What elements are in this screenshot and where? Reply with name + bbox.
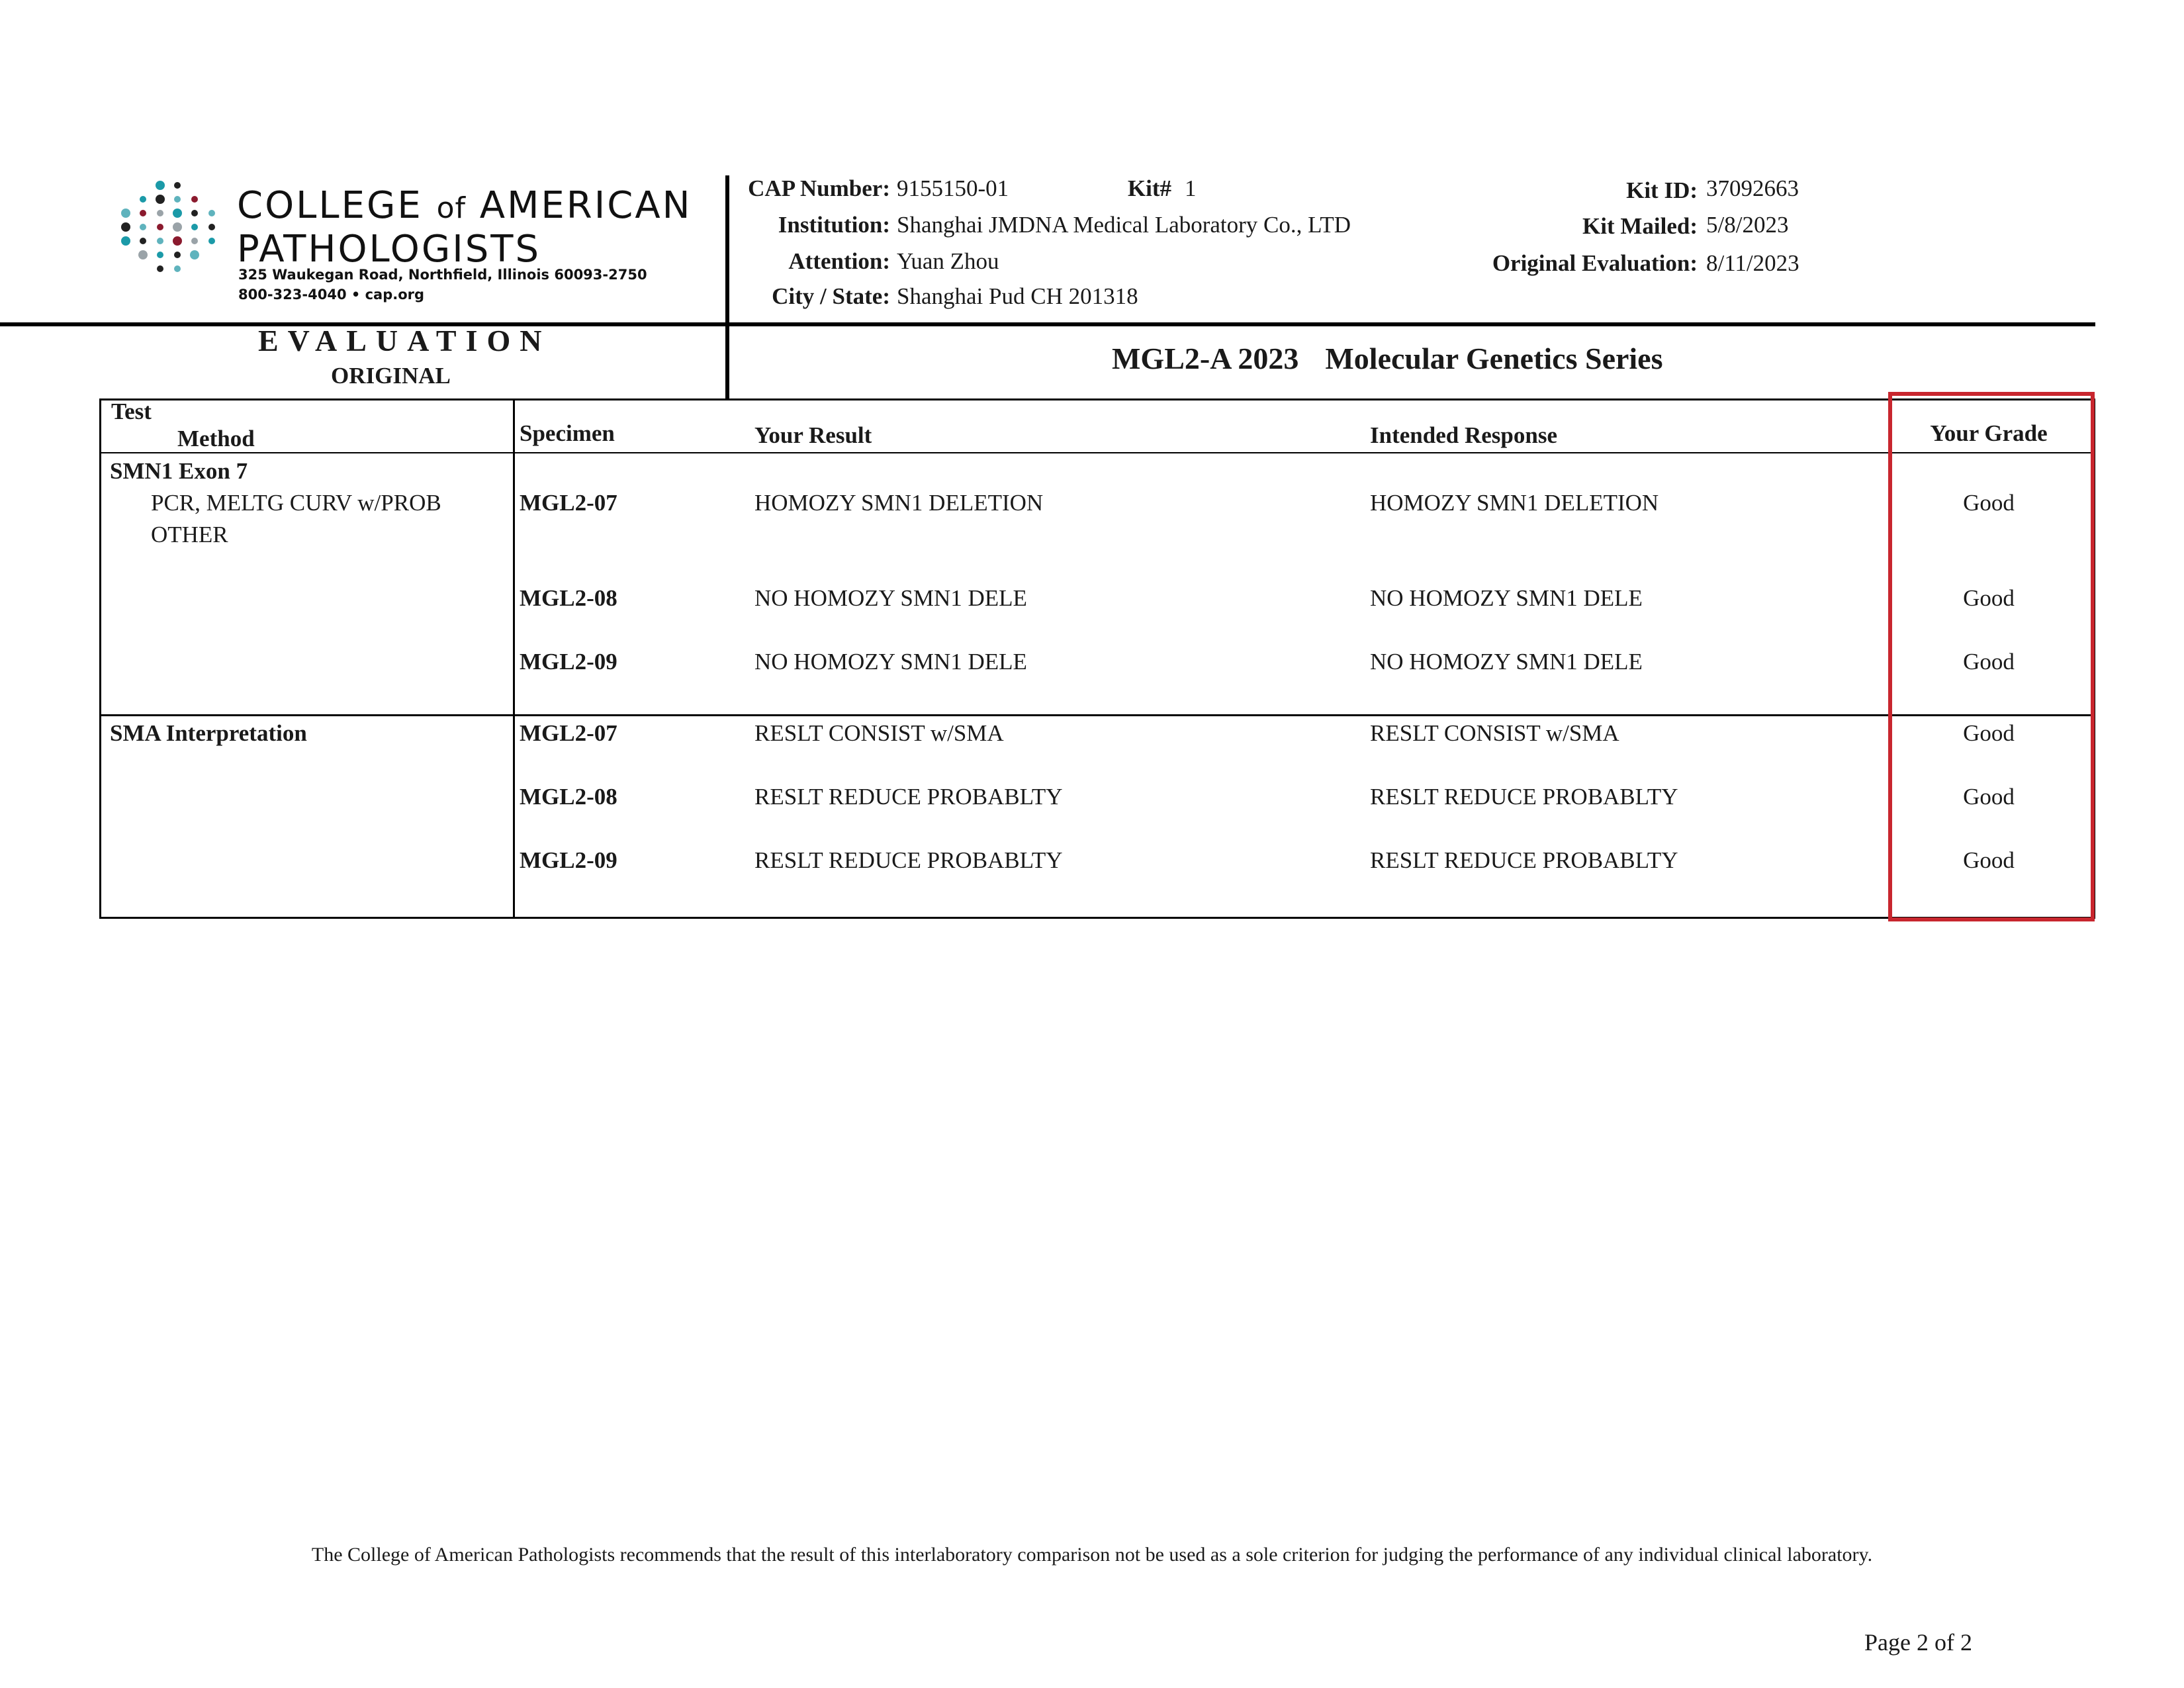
- logo-dot: [191, 210, 198, 216]
- logo-dot: [191, 224, 198, 230]
- table-row-result: NO HOMOZY SMN1 DELE: [754, 649, 1027, 675]
- header-intended-response: Intended Response: [1370, 422, 1557, 448]
- city-state-label: City / State:: [772, 283, 890, 309]
- evaluation-title: EVALUATION: [258, 324, 551, 357]
- logo-dot: [157, 224, 163, 230]
- logo-dot: [174, 182, 181, 189]
- logo-dot: [208, 238, 215, 244]
- logo-dot: [208, 224, 215, 230]
- page-number: Page 2 of 2: [1864, 1629, 1972, 1656]
- logo-dot: [156, 195, 165, 204]
- institution-label: Institution:: [778, 212, 890, 238]
- header-your-result: Your Result: [754, 422, 872, 448]
- series-name: Molecular Genetics Series: [1325, 342, 1663, 375]
- logo-dot: [157, 265, 163, 272]
- table-row-specimen: MGL2-07: [520, 490, 617, 516]
- table-row-grade: Good: [1963, 585, 2015, 611]
- table-row-intended: HOMOZY SMN1 DELETION: [1370, 490, 1659, 516]
- logo-dot: [174, 265, 181, 272]
- logo-dot: [173, 222, 182, 232]
- group1-method-line1: PCR, MELTG CURV w/PROB: [151, 490, 441, 516]
- group1-test-name: SMN1 Exon 7: [110, 458, 248, 484]
- cap-number-label: CAP Number:: [748, 175, 890, 201]
- table-row-intended: RESLT REDUCE PROBABLTY: [1370, 784, 1678, 810]
- logo-dot: [208, 210, 215, 216]
- logo-dot: [174, 196, 181, 203]
- group2-test-name: SMA Interpretation: [110, 720, 307, 746]
- disclaimer-note: The College of American Pathologists recommends that the result of this interlaboratory comparison not be used as a sole criterion for judging the performance of any individual clinical laboratory.: [311, 1544, 1873, 1566]
- table-row-intended: NO HOMOZY SMN1 DELE: [1370, 585, 1643, 611]
- city-state-value: Shanghai Pud CH 201318: [897, 283, 1138, 309]
- table-row-intended: NO HOMOZY SMN1 DELE: [1370, 649, 1643, 675]
- cap-logo-icon: [116, 177, 222, 277]
- kit-number-value: 1: [1185, 175, 1197, 201]
- table-row-result: NO HOMOZY SMN1 DELE: [754, 585, 1027, 611]
- logo-dot: [173, 236, 182, 246]
- org-name: COLLEGE of AMERICAN PATHOLOGISTS: [237, 184, 692, 271]
- table-row-specimen: MGL2-07: [520, 720, 617, 746]
- logo-dot: [173, 209, 182, 218]
- logo-dot: [138, 250, 148, 259]
- logo-dot: [121, 222, 130, 232]
- logo-dot: [157, 210, 163, 216]
- institution-value: Shanghai JMDNA Medical Laboratory Co., LTD: [897, 212, 1351, 238]
- header-your-grade: Your Grade: [1930, 420, 2048, 446]
- table-row-intended: RESLT CONSIST w/SMA: [1370, 720, 1619, 746]
- logo-dot: [157, 238, 163, 244]
- evaluation-subtitle: ORIGINAL: [331, 363, 451, 389]
- logo-dot: [140, 210, 146, 216]
- logo-dot: [140, 196, 146, 203]
- logo-dot: [121, 209, 130, 218]
- cap-number-value: 9155150-01: [897, 175, 1009, 201]
- table-row-grade: Good: [1963, 649, 2015, 675]
- table-row-result: RESLT CONSIST w/SMA: [754, 720, 1004, 746]
- kit-id-value: 37092663: [1706, 175, 1799, 201]
- header-specimen: Specimen: [520, 420, 615, 446]
- logo-dot: [156, 181, 165, 190]
- logo-dot: [191, 196, 198, 203]
- logo-dot: [157, 252, 163, 258]
- kit-id-label: Kit ID:: [1626, 177, 1698, 203]
- table-row-grade: Good: [1963, 720, 2015, 746]
- group1-method-line2: OTHER: [151, 522, 228, 547]
- table-row-result: RESLT REDUCE PROBABLTY: [754, 847, 1063, 873]
- logo-dot: [174, 252, 181, 258]
- table-row-specimen: MGL2-08: [520, 585, 617, 611]
- header-test: Test: [111, 399, 152, 424]
- table-header-divider: [99, 452, 2095, 453]
- table-row-grade: Good: [1963, 784, 2015, 810]
- series-title: [1112, 341, 1690, 376]
- original-evaluation-value: 8/11/2023: [1706, 250, 1799, 276]
- table-row-intended: RESLT REDUCE PROBABLTY: [1370, 847, 1678, 873]
- table-row-grade: Good: [1963, 847, 2015, 873]
- table-group-divider: [99, 714, 2095, 716]
- table-row-result: HOMOZY SMN1 DELETION: [754, 490, 1044, 516]
- grade-column-highlight: [1888, 392, 2095, 921]
- logo-dot: [140, 224, 146, 230]
- series-code: MGL2-A 2023: [1112, 342, 1299, 375]
- attention-label: Attention:: [788, 248, 890, 274]
- kit-number-label: Kit#: [1127, 175, 1171, 201]
- results-table: [99, 399, 2095, 919]
- table-column-divider: [513, 399, 515, 917]
- table-row-specimen: MGL2-08: [520, 784, 617, 810]
- table-row-grade: Good: [1963, 490, 2015, 516]
- org-address: 325 Waukegan Road, Northfield, Illinois 60093-2750 800-323-4040 • cap.org: [238, 267, 647, 303]
- header-method: Method: [177, 426, 255, 451]
- table-row-specimen: MGL2-09: [520, 847, 617, 873]
- logo-dot: [121, 236, 130, 246]
- logo-dot: [140, 238, 146, 244]
- logo-dot: [190, 250, 199, 259]
- kit-mailed-value: 5/8/2023: [1706, 212, 1789, 238]
- logo-dot: [191, 238, 198, 244]
- table-row-specimen: MGL2-09: [520, 649, 617, 675]
- attention-value: Yuan Zhou: [897, 248, 999, 274]
- table-row-result: RESLT REDUCE PROBABLTY: [754, 784, 1063, 810]
- original-evaluation-label: Original Evaluation:: [1492, 250, 1698, 276]
- kit-mailed-label: Kit Mailed:: [1582, 213, 1698, 239]
